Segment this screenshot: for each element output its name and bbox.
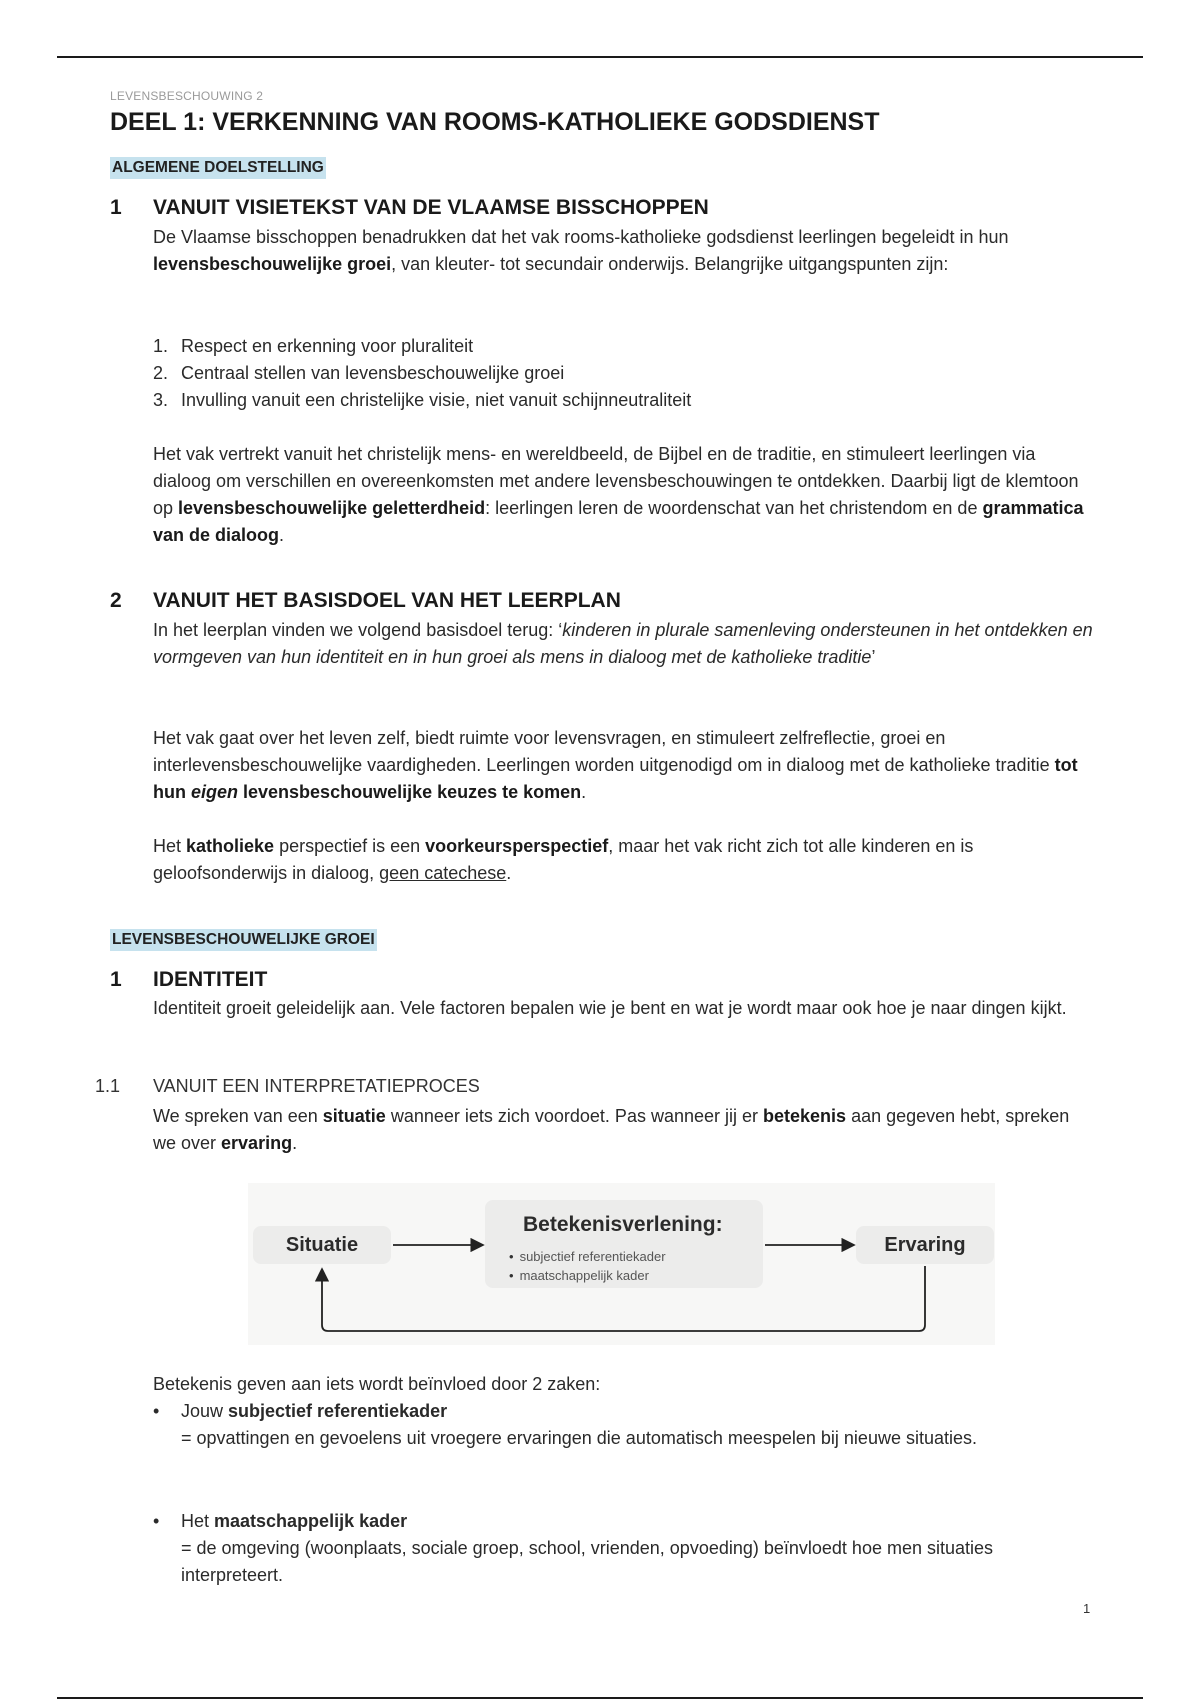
ervaring-box: Ervaring [856, 1226, 994, 1264]
bullet-dot: • [153, 1511, 160, 1531]
interpretation-diagram [248, 1183, 995, 1345]
section-number: 2 [110, 589, 122, 612]
betekenisverlening-item: • maatschappelijk kader [509, 1266, 666, 1285]
paragraph: Betekenis geven aan iets wordt beïnvloed door 2 zaken: [153, 1374, 601, 1394]
section-title: IDENTITEIT [153, 968, 268, 991]
betekenisverlening-list [509, 1247, 666, 1285]
running-header: LEVENSBESCHOUWING 2 [110, 89, 264, 103]
page-number: 1 [1083, 1601, 1091, 1616]
top-rule [57, 56, 1143, 58]
page-title: DEEL 1: VERKENNING VAN ROOMS-KATHOLIEKE GODSDIENST [110, 108, 880, 136]
bullet-line1: Het maatschappelijk kader [181, 1511, 408, 1531]
numbered-list-item: 3. Invulling vanuit een christelijke visie, niet vanuit schijnneutraliteit [153, 390, 692, 410]
bullet-line2: = de omgeving (woonplaats, sociale groep, school, vrienden, opvoeding) beïnvloedt hoe men situaties interpreteert. [181, 1538, 994, 1585]
betekenisverlening-title: Betekenisverlening: [523, 1213, 723, 1236]
numbered-list [153, 333, 691, 414]
numbered-list-item: 1. Respect en erkenning voor pluraliteit [153, 336, 474, 356]
paragraph: Het vak vertrekt vanuit het christelijk mens- en wereldbeeld, de Bijbel en de traditie, en stimuleert leerlingen via dialoog om verschillen en overeenkomsten met andere levensbeschouwingen te ontdekken. Daarbij ligt de klemtoon op levensbeschouwelijke geletterdheid: leerlingen leren de woordenschat van het christendom en de grammatica van de dialoog. [153, 444, 1084, 545]
paragraph: De Vlaamse bisschoppen benadrukken dat het vak rooms-katholieke godsdienst leerlingen begeleidt in hun levensbeschouwelijke groei, van kleuter- tot secundair onderwijs. Belangrijke uitgangspunten zijn: [153, 227, 1009, 274]
bullet-dot: • [153, 1401, 160, 1421]
paragraph: Identiteit groeit geleidelijk aan. Vele factoren bepalen wie je bent en wat je wordt maar ook hoe je naar dingen kijkt. [153, 998, 1067, 1018]
highlight-heading-groei: LEVENSBESCHOUWELIJKE GROEI [110, 929, 377, 951]
section-title: VANUIT VISIETEKST VAN DE VLAAMSE BISSCHOPPEN [153, 196, 709, 219]
section-title: VANUIT HET BASISDOEL VAN HET LEERPLAN [153, 589, 621, 612]
paragraph: Het katholieke perspectief is een voorkeursperspectief, maar het vak richt zich tot alle kinderen en is geloofsonderwijs in dialoog, geen catechese. [153, 836, 974, 883]
bullet-item [153, 1398, 1093, 1452]
betekenisverlening-item: • subjectief referentiekader [509, 1247, 666, 1266]
betekenisverlening-box [485, 1200, 763, 1288]
bottom-rule [57, 1697, 1143, 1699]
subsection-title: VANUIT EEN INTERPRETATIEPROCES [153, 1076, 480, 1096]
bullet-item [153, 1508, 1093, 1589]
section-number: 1 [110, 968, 122, 991]
bullet-line1: Jouw subjectief referentiekader [181, 1401, 448, 1421]
situatie-box: Situatie [253, 1226, 391, 1264]
bullet-line2: = opvattingen en gevoelens uit vroegere ervaringen die automatisch meespelen bij nieuwe situaties. [181, 1428, 977, 1448]
paragraph: In het leerplan vinden we volgend basisdoel terug: ‘kinderen in plurale samenleving ondersteunen in het ontdekken en vormgeven van hun identiteit en in hun groei als mens in dialoog met de katholieke traditie’ [153, 620, 1093, 667]
numbered-list-item: 2. Centraal stellen van levensbeschouwelijke groei [153, 363, 565, 383]
paragraph: Het vak gaat over het leven zelf, biedt ruimte voor levensvragen, en stimuleert zelfreflectie, groei en interlevensbeschouwelijke vaardigheden. Leerlingen worden uitgenodigd om in dialoog met de katholieke traditie tot hun eigen levensbeschouwelijke keuzes te komen. [153, 728, 1078, 802]
highlight-heading-algemene: ALGEMENE DOELSTELLING [110, 157, 326, 179]
section-number: 1 [110, 196, 122, 219]
subsection-number: 1.1 [95, 1076, 121, 1096]
paragraph: We spreken van een situatie wanneer iets zich voordoet. Pas wanneer jij er betekenis aan gegeven hebt, spreken we over ervaring. [153, 1106, 1070, 1153]
